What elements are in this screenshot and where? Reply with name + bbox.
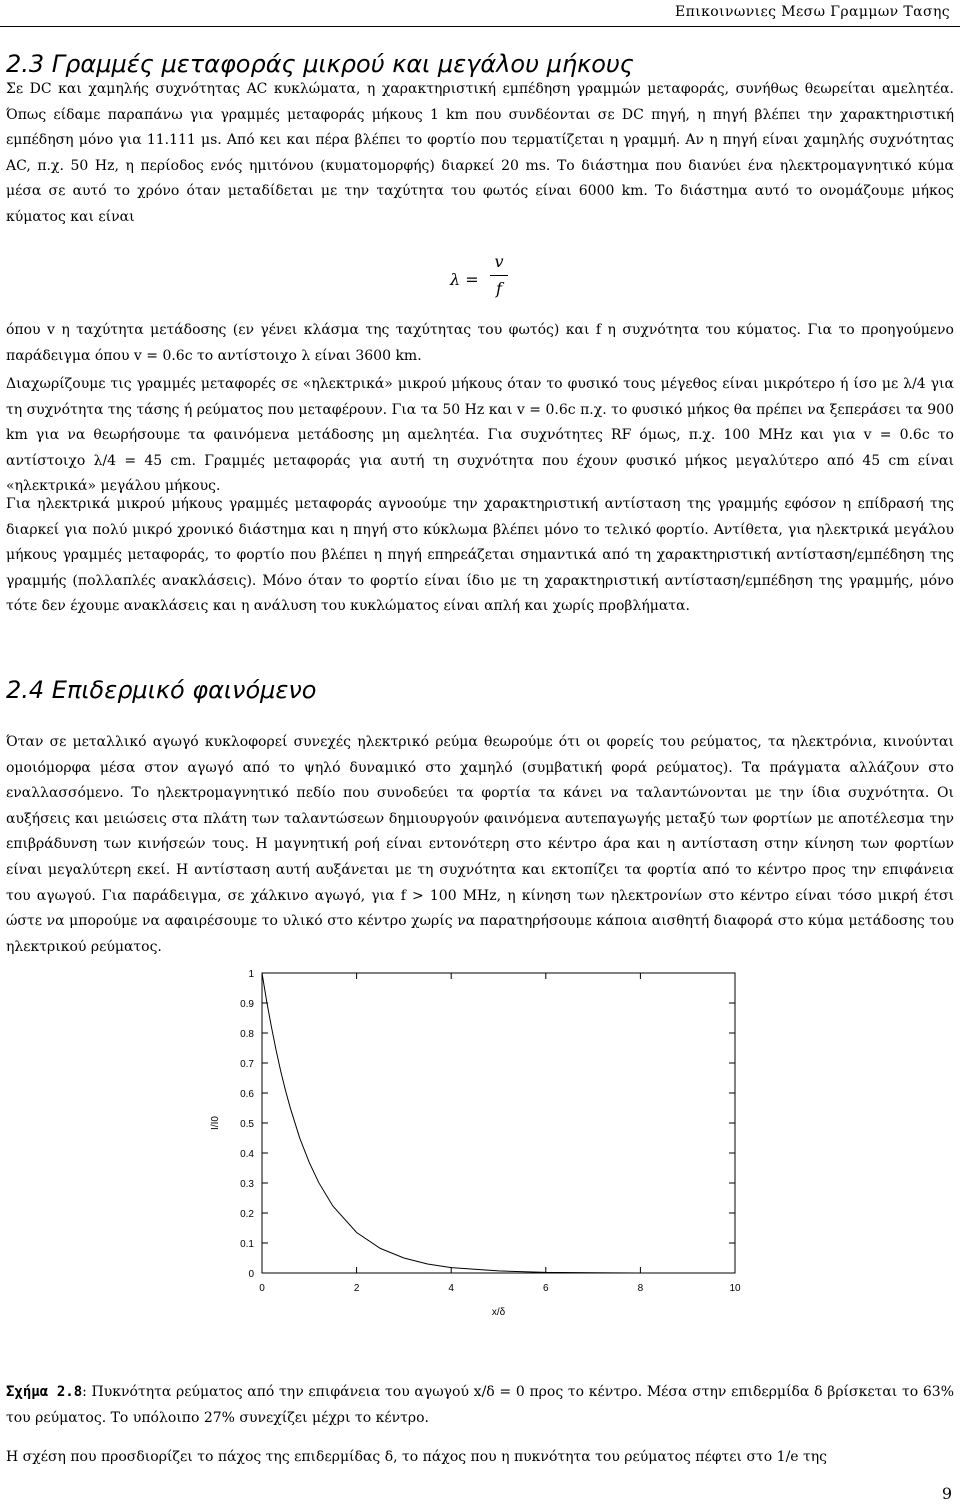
y-tick-label: 0.9 bbox=[240, 999, 254, 1010]
y-tick-label: 0.6 bbox=[240, 1089, 254, 1100]
figure-2-8 bbox=[0, 962, 960, 1342]
figure-caption bbox=[6, 1380, 954, 1431]
paragraph-2-3-4: Για ηλεκτρικά μικρού μήκους γραμμές μεταφοράς αγνοούμε την χαρακτηριστική αντίσταση της γραμμής εφόσον η επίδρασή της διαρκεί για πολύ μικρό χρονικό διάστημα και η πηγή στο κύκλωμα βλέπει μόνο το τελικό φορτίο. Αντίθετα, για ηλεκτρικά μεγάλου μήκους γραμμές μεταφοράς, το φορτίο που βλέπει η πηγή επηρεάζεται σημαντικά από τη χαρακτηριστική αντίσταση/εμπέδηση της γραμμής (πολλαπλές ανακλάσεις). Μόνο όταν το φορτίο είναι ίδιο με τη χαρακτηριστική αντίσταση/εμπέδηση της γραμμής, μόνο τότε δεν έχουμε ανακλάσεις και η ανάλυση του κυκλώματος είναι απλή και χωρίς προβλήματα. bbox=[6, 496, 954, 615]
current-density-chart bbox=[0, 962, 960, 1342]
equation-numerator: v bbox=[494, 252, 504, 271]
y-tick-label: 1 bbox=[248, 969, 254, 980]
x-tick-label: 8 bbox=[637, 1283, 644, 1294]
x-tick-label: 10 bbox=[729, 1283, 741, 1294]
paragraph-2-3-3: Διαχωρίζουμε τις γραμμές μεταφορές σε «ηλεκτρικά» μικρού μήκους όταν το φυσικό τους μέγεθος είναι μικρότερο ή ίσο με λ/4 για τη συχνότητα της τάσης ή ρεύματος που μεταφέρουν. Για τα 50 Hz και v = 0.6c π.χ. το φυσικό μήκος θα πρέπει να ξεπεράσει τα 900 km για να θεωρήσουμε τα φαινόμενα μετάδοσης μη αμελητέα. Για συχνότητες RF όμως, π.χ. 100 MHz και για v = 0.6c το αντίστοιχο λ/4 = 45 cm. Γραμμές μεταφοράς για αυτή τη συχνότητα που έχουν φυσικό μήκος μεγαλύτερο από 45 cm είναι «ηλεκτρικά» μεγάλου μήκους. bbox=[6, 376, 954, 495]
last-paragraph: Η σχέση που προσδιορίζει το πάχος της επιδερμίδας δ, το πάχος που η πυκνότητα του ρεύματος πέφτει στο 1/e της bbox=[6, 1449, 828, 1465]
paragraph-2-4-1: Όταν σε μεταλλικό αγωγό κυκλοφορεί συνεχές ηλεκτρικό ρεύμα θεωρούμε ότι οι φορείς του ρεύματος, τα ηλεκτρόνια, κινούνται ομοιόμορφα μέσα στον αγωγό από το ψηλό δυναμικό στο χαμηλό (συμβατική φορά ρεύματος). Τα πράγματα αλλάζουν στο εναλλασσόμενο. Το ηλεκτρομαγνητικό πεδίο που συνοδεύει τα φορτία τα κάνει να ταλαντώνονται με την ίδια συχνότητα. Οι αυξήσεις και μειώσεις στα πλάτη των ταλαντώσεων δημιουργούν φαινόμενα αυτεπαγωγής μεταξύ των φορτίων με αποτέλεσμα την επιβράδυνση των κινήσεών τους. Η μαγνητική ροή είναι εντονότερη στο κέντρο άρα και η αντίσταση στην κίνηση των φορτίων είναι μεγαλύτερη εκεί. Η αντίσταση αυτή αυξάνεται με τη συχνότητα και εκτοπίζει τα φορτία από το κέντρο προς την επιφάνεια του αγωγού. Για παράδειγμα, σε χάλκινο αγωγό, για f > 100 MHz, η κίνηση των ηλεκτρονίων στο κέντρο είναι τόσο μικρή έτσι ώστε να μπορούμε να αφαιρέσουμε το υλικό στο κέντρο χωρίς να παρατηρήσουμε κάποια αισθητή διαφορά στο κύμα μετάδοσης του ηλεκτρικού ρεύματος. bbox=[6, 734, 954, 955]
equation-denominator: f bbox=[496, 279, 502, 298]
running-header: Επικοινωνιες Μεσω Γραμμων Τασης bbox=[674, 4, 950, 20]
paragraph-2-3-2: όπου v η ταχύτητα μετάδοσης (εν γένει κλάσμα της ταχύτητας του φωτός) και f η συχνότητα του κύματος. Για το προηγούμενο παράδειγμα όπου v = 0.6c το αντίστοιχο λ είναι 3600 km. bbox=[6, 322, 954, 364]
caption-text: : Πυκνότητα ρεύματος από την επιφάνεια του αγωγού x/δ = 0 προς το κέντρο. Μέσα στην επιδερμίδα δ βρίσκεται το 63% του ρεύματος. Το υπόλοιπο 27% συνεχίζει μέχρι το κέντρο. bbox=[6, 1384, 955, 1426]
equation-fraction bbox=[490, 252, 508, 299]
y-tick-label: 0.7 bbox=[240, 1059, 254, 1070]
y-tick-label: 0 bbox=[248, 1269, 254, 1280]
x-axis-label: x/δ bbox=[491, 1307, 506, 1318]
wavelength-equation bbox=[450, 252, 530, 308]
series-line bbox=[262, 973, 735, 1273]
x-tick-label: 6 bbox=[543, 1283, 549, 1294]
section-title-2-3: 2.3 Γραμμές μεταφοράς μικρού και μεγάλου μήκους bbox=[6, 50, 634, 78]
paragraph-2-3-1: Σε DC και χαμηλής συχνότητας AC κυκλώματα, η χαρακτηριστική εμπέδηση γραμμών μεταφοράς, συνήθως θεωρείται αμελητέα. Όπως είδαμε παραπάνω για γραμμές μεταφοράς μήκους 1 km που συνδέονται σε DC πηγή, η πηγή βλέπει την χαρακτηριστική εμπέδηση μόνο για 11.111 μs. Από κει και πέρα βλέπει το φορτίο που τερματίζεται η γραμμή. Αν η πηγή είναι χαμηλής συχνότητας AC, π.χ. 50 Hz, η περίοδος ενός ημιτόνου (κυματομορφής) διαρκεί 20 ms. Το διάστημα που διανύει ένα ηλεκτρομαγνητικό κύμα μέσα σε αυτό το χρόνο όταν μεταδίδεται με την ταχύτητα του φωτός είναι 6000 km. Το διάστημα αυτό το ονομάζουμε μήκος κύματος και είναι bbox=[6, 81, 954, 225]
plot-frame bbox=[262, 973, 735, 1273]
x-tick-label: 2 bbox=[353, 1283, 360, 1294]
y-tick-label: 0.5 bbox=[240, 1119, 254, 1130]
header-rule bbox=[0, 26, 960, 27]
x-tick-label: 0 bbox=[259, 1283, 265, 1294]
page-number: 9 bbox=[941, 1484, 952, 1503]
y-axis-label: I/I0 bbox=[210, 1116, 221, 1130]
x-tick-label: 4 bbox=[448, 1283, 454, 1294]
y-tick-label: 0.8 bbox=[240, 1029, 254, 1040]
y-tick-label: 0.4 bbox=[240, 1149, 254, 1160]
y-tick-label: 0.3 bbox=[240, 1179, 254, 1190]
equation-lhs: λ = bbox=[450, 270, 479, 289]
fraction-bar bbox=[490, 275, 508, 276]
caption-label: Σχήμα 2.8 bbox=[6, 1384, 83, 1400]
y-tick-label: 0.2 bbox=[240, 1209, 254, 1220]
section-title-2-4: 2.4 Επιδερμικό φαινόμενο bbox=[6, 676, 317, 704]
y-tick-label: 0.1 bbox=[240, 1239, 254, 1250]
